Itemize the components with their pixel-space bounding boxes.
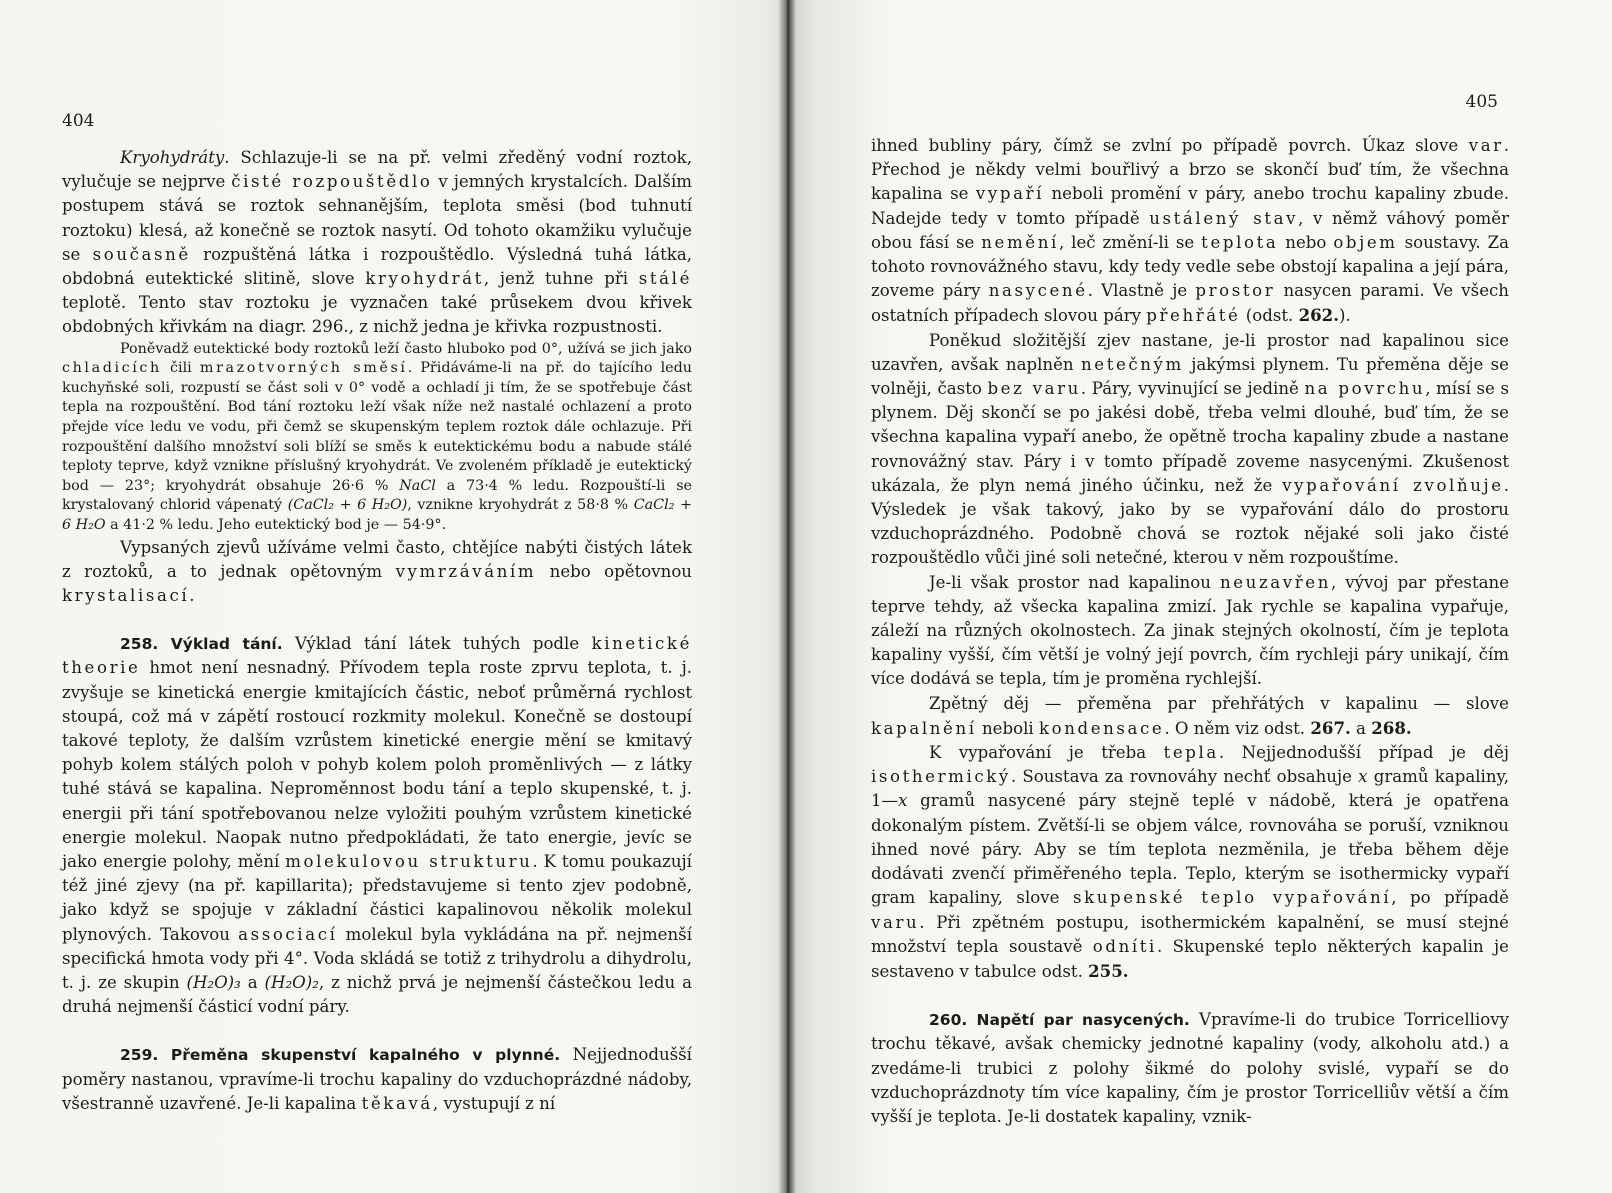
text-run: vypařování zvolňuje [1282, 475, 1504, 495]
text-run: , v němž váhový poměr obou fásí se [871, 208, 1509, 252]
text-run: . Přidáváme-li na př. do tajícího ledu kuchyňské soli, rozpustí se část soli v 0° vodě a ochladí ji tím, že se spotřebuje část tepla na rozpouštění. Bod tání roztoku leží však níže než nastalé ochlazení a proto přejde více ledu ve vodu, při čemž se skupenským teplem roztok dále ochlazuje. Při rozpouštění dalšího množství soli blíží se směs k eutektickému bodu a nabude stálé teploty teprve, když vznikne příslušný kryohydrát. Ve zvoleném příkladě je eutektický bod — 23°; kryohydrát obsahuje 26·6 % [62, 360, 692, 494]
text-run: . Soustava za rovnováhy nechť obsahuje [1010, 767, 1359, 787]
text-run: (odst. [1240, 306, 1299, 326]
text-run: Výklad tání látek tuhých podle [282, 634, 592, 654]
text-run: prostor [1195, 281, 1276, 301]
text-run: var [1468, 136, 1504, 155]
text-run: čisté rozpouštědlo [231, 172, 433, 192]
text-run: rozpuštěná látka i rozpouštědlo. Výsledná tuhá látka, obdobná eutektické slitině, slove [62, 244, 692, 289]
text-run: . Nejjednodušší případ je děj [1218, 743, 1509, 763]
text-run: , jenž tuhne při [483, 269, 639, 289]
text-run: . Skupenské teplo některých kapalin je sestaveno v tabulce odst. [871, 936, 1509, 981]
text-run: kondensace [1038, 718, 1165, 738]
text-run: . Při zpětném postupu, isothermickém kapalnění, se musí stejné množství tepla soustavě [871, 912, 1509, 956]
text-run: na povrchu [1304, 379, 1426, 399]
text-run: . Výsledek je však takový, jako by se vypařování dálo do prostoru vzduchoprázdného. Podobně chová se roztok nějaké soli jako čisté rozpouštědlo vůči jiné soli netečné, kterou v něm rozpouštíme. [871, 475, 1509, 568]
paragraph [62, 1043, 692, 1116]
text-run: současně [92, 244, 191, 264]
text-run: v jemných krystalcích. Dalším postupem stává se roztok sehnanějším, teplota směsi (bod tuhnutí roztoku) klesá, až konečně se roztok nasytí. Od tohoto okamžiku vylučuje se [62, 172, 692, 264]
text-run: soustavy. Za tohoto rovnovážného stavu, kdy tedy vedle sebe obstojí kapalina a její pára, zoveme páry [871, 232, 1509, 301]
text-run: kapalnění [871, 718, 977, 738]
section-gap [62, 1019, 692, 1043]
text-run: a [1350, 718, 1372, 738]
text-run: molekul byla vykládána na př. nejmenší specifická hmota vody při 4°. Voda skládá se totiž z trihydrolu a dihydrolu, t. j. ze skupin [62, 924, 692, 993]
text-run: přehřáté [1146, 306, 1241, 326]
text-run: 255. [1088, 960, 1129, 981]
text-run: tepla [1163, 743, 1219, 763]
text-run: kinetické theorie [62, 634, 692, 678]
text-run: 262. [1298, 305, 1340, 326]
text-run: krystalisací [62, 585, 190, 605]
text-run: vymrzáváním [395, 561, 537, 581]
section-heading: 260. Napětí par nasycených. [929, 1011, 1190, 1030]
text-run: neboli promění v páry, anebo trochu kapaliny zbude. Nadejde tedy v tomto případě [871, 184, 1509, 228]
text-run: ihned bubliny páry, čímž se zvlní po případě povrch. Úkaz slove [871, 136, 1469, 155]
text-run: . Páry, vyvinující se jedině [1080, 379, 1305, 399]
text-run: nebo opětovnou [536, 561, 692, 581]
text-run: Vypsaných zjevů užíváme velmi často, chtějíce nabýti čistých látek z roztoků, a to jednak opětovným [62, 537, 692, 581]
text-run: Nejjednodušší poměry nastanou, vpravíme-li trochu kapaliny do vzduchoprázdné nádoby, všestranně uzavřené. Je-li kapalina [62, 1045, 692, 1113]
text-run: skupenské teplo vypařování [1072, 888, 1392, 908]
text-run: odníti [1092, 936, 1157, 956]
text-run: . O něm viz odst. [1164, 718, 1311, 738]
section-heading: 259. Přeměna skupenství kapalného v plynné. [120, 1046, 561, 1065]
text-run: ). [1339, 306, 1351, 326]
text-run: molekulovou strukturu [285, 852, 533, 871]
text-run: . Přechod je někdy velmi bouřlivý a brzo se skončí buď tím, že všechna kapalina se [871, 136, 1509, 204]
text-run: CaCl₂ + 6 H₂O [62, 497, 692, 533]
text-run: isothermický [871, 767, 1011, 787]
right-page [790, 0, 1612, 1193]
text-run: gramů nasycené páry stejně teplé v nádobě, která je opatřena dokonalým pístem. Zvětší-li se objem válce, rovnováha se poruší, vzniknou ihned nové páry. Aby se tím teplota nezměnila, je třeba během děje dodávati zvenčí přiměřeného tepla. Teplo, kterým se isothermicky vypaří gram kapaliny, slove [871, 791, 1509, 908]
text-run: , leč změní-li se [1058, 232, 1202, 252]
text-run: , po případě [1391, 888, 1509, 908]
text-run: . Schlazuje-li se na př. velmi zředěný vodní roztok, vylučuje se nejprve [62, 148, 692, 192]
text-run: mrazotvorných směsí [199, 360, 408, 377]
text-run: gramů kapaliny, 1— [871, 767, 1509, 811]
text-run: associací [238, 924, 338, 944]
text-run: hmot není nesnadný. Přívodem tepla roste zprvu teplota, t. j. zvyšuje se kinetická energie kmitajících částic, neboť průměrná rychlost stoupá, což má v zápětí rostoucí rozkmity molekul. Konečně se dostoupí takové teploty, že dalším vzrůstem kinetické energie mění se kmitavý pohyb kolem stálých poloh v pohyb kolem poloh proměnlivých — z látky tuhé stává se kapalina. Neproměnnost bodu tání a teplo skupenské, t. j. energii při tání spotřebovanou nelze vyložiti pouhým vzrůstem kinetické energie molekul. Naopak nutno předpokládati, že tato energie, jevíc se jako energie polohy, mění [62, 658, 692, 871]
section-gap [62, 608, 692, 632]
text-run: varu [871, 912, 920, 932]
paragraph [871, 692, 1509, 741]
text-run: . K tomu poukazují též jiné zjevy (na př. kapillarita); představujeme si tento zjev podobně, jako když se spojuje v základní částici kapalinovou několik molekul plynových. Takovou [62, 852, 692, 944]
text-run: x [898, 791, 908, 811]
text-run: jakýmsi plynem. Tu přeměna děje se volněji, často [871, 354, 1509, 399]
paragraph [871, 1008, 1509, 1129]
text-run: neuzavřen [1219, 572, 1331, 592]
text-run: stálé [638, 269, 692, 289]
page-number-left: 404 [62, 111, 95, 131]
text-run: Je-li však prostor nad kapalinou [929, 572, 1220, 592]
text-run: x [1358, 767, 1368, 787]
text-run: (CaCl₂ + 6 H₂O) [287, 497, 408, 514]
text-run: Poněvadž eutektické body roztoků leží často hluboko pod 0°, užívá se jich jako [120, 340, 692, 357]
text-run: NaCl [399, 477, 436, 494]
text-run: Vpravíme-li do trubice Torricelliovy trochu těkavé, avšak chemicky jednotné kapaliny (vody, alkoholu atd.) a zvedáme-li trubici z polohy šikmé do polohy svislé, vypaří se do vzduchoprázdnoty tím více kapaliny, čím je prostor Torricelliův větší a čím vyšší je teplota. Je-li dostatek kapaliny, vznik- [871, 1010, 1509, 1126]
text-run: teplotě. Tento stav roztoku je vyznačen také průsekem dvou křivek obdobných křivkám na diagr. 296., z nichž jedna je křivka rozpustnosti. [62, 293, 692, 337]
text-run: kryohydrát [365, 269, 484, 289]
text-run: Zpětný děj — přeměna par přehřátých v kapalinu — slove [929, 693, 1509, 713]
text-run: netečným [1080, 354, 1184, 374]
text-run: nemění [981, 232, 1059, 252]
text-run: bez varu [987, 379, 1081, 399]
text-run: chladicích [62, 360, 162, 377]
text-run: objem [1333, 232, 1398, 252]
text-run: těkavá [361, 1093, 433, 1113]
text-run: , vystupují z ní [432, 1093, 556, 1113]
text-run: a 73·4 % ledu. Rozpouští-li se krystalovaný chlorid vápenatý [62, 477, 693, 514]
text-run: , vznikne kryohydrát z 58·8 % [407, 497, 634, 514]
text-run: . Vlastně je [1087, 281, 1196, 301]
paragraph [62, 146, 692, 340]
paragraph [62, 340, 692, 536]
paragraph [871, 134, 1509, 329]
text-run: . [189, 585, 195, 605]
text-run: neboli [976, 718, 1039, 738]
text-run: 268. [1371, 717, 1412, 738]
text-run: Kryohydráty [120, 148, 225, 167]
text-run: , z nichž prvá je nejmenší částečkou ledu a druhá nejmenší částicí vodní páry. [62, 973, 693, 1017]
right-page-text [871, 134, 1509, 1129]
book-gutter [778, 0, 796, 1193]
text-run: nebo [1278, 232, 1334, 252]
text-run: Poněkud složitější zjev nastane, je-li prostor nad kapalinou sice uzavřen, avšak naplněn [871, 330, 1509, 374]
text-run: vypaří [975, 184, 1045, 204]
page-number-right: 405 [1465, 92, 1498, 112]
text-run: , mísí se s plynem. Děj skončí se po jakési době, třeba velmi dlouhé, buď tím, že se všechna kapalina vypaří anebo, že opětně trocha kapaliny zbude a nastane rovnovážný stav. Páry i v tomto případě zoveme nasycenými. Zkušenost ukázala, že plyn nemá jiného účinku, než že [871, 379, 1509, 495]
text-run: a [240, 973, 265, 993]
paragraph [62, 536, 692, 609]
text-run: (H₂O)₃ [186, 973, 241, 993]
paragraph [62, 632, 692, 1019]
text-run: K vypařování je třeba [929, 743, 1164, 763]
text-run: 267. [1310, 717, 1351, 738]
section-heading: 258. Výklad tání. [120, 635, 283, 654]
paragraph [871, 329, 1509, 571]
text-run: ustálený stav [1149, 208, 1299, 228]
left-page-text [62, 146, 692, 1116]
text-run: teplota [1201, 232, 1279, 252]
paragraph [871, 741, 1509, 984]
text-run: a 41·2 % ledu. Jeho eutektický bod je — 54·9°. [105, 516, 447, 533]
text-run: nasycené [988, 281, 1088, 301]
text-run: (H₂O)₂ [264, 973, 319, 993]
text-run: čili [161, 360, 200, 377]
text-run: , vývoj par přestane teprve tehdy, až všecka kapalina zmizí. Jak rychle se kapalina vypařuje, záleží na různých okolnostech. Za jinak stejných okolností, čím je teplota kapaliny vyšší, čím větší je volný její povrch, čím rychleji páry unikají, čím více dodává se tepla, tím je proměna rychlejší. [871, 572, 1510, 689]
text-run: nasycen parami. Ve všech ostatních případech slovou páry [871, 281, 1509, 326]
paragraph [871, 571, 1509, 692]
left-page [0, 0, 790, 1193]
section-gap [871, 984, 1509, 1008]
